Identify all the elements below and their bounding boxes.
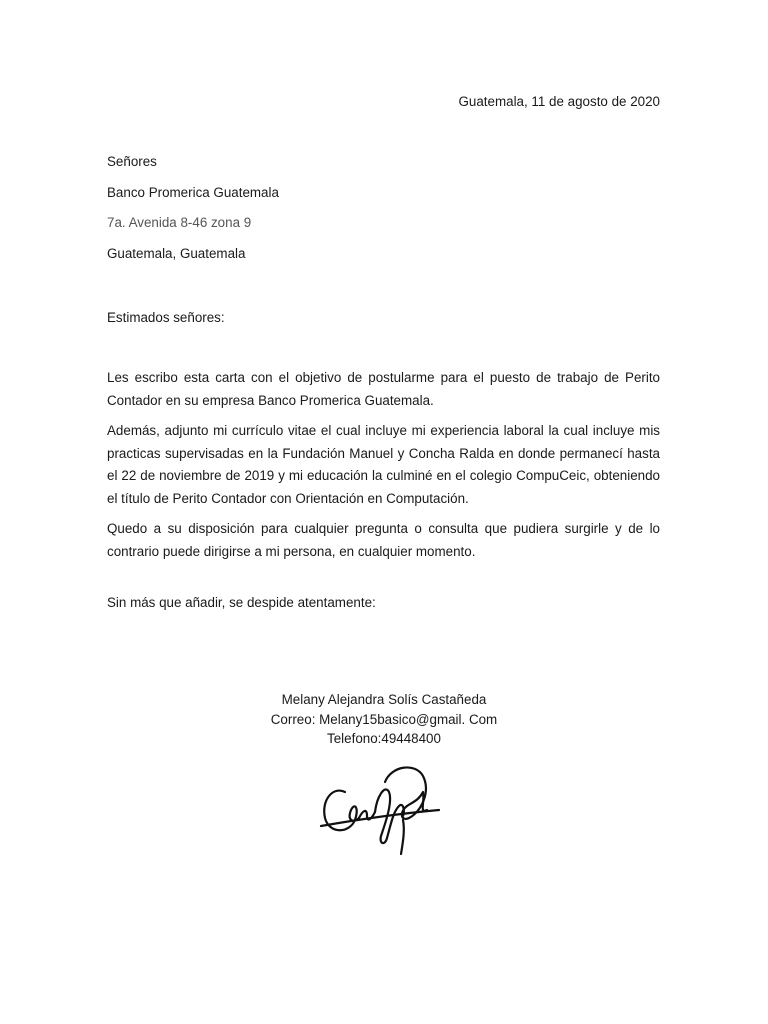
- recipient-address: 7a. Avenida 8-46 zona 9: [107, 215, 252, 230]
- sender-name: Melany Alejandra Solís Castañeda: [281, 692, 487, 707]
- body-paragraph-experience: Además, adjunto mi currículo vitae el cual incluye mi experiencia laboral la cual incluye mis practicas supervisadas en la Fundación Manuel y Concha Ralda en donde permanecí hasta el 22 de noviembre de 2019 y mi educación la culminé en el colegio CompuCeic, obteniendo el título de Perito Contador con Orientación en Computación.: [107, 423, 660, 506]
- recipient-title: Señores: [107, 154, 157, 169]
- body-paragraph-availability: Quedo a su disposición para cualquier pregunta o consulta que pudiera surgirle y de lo contrario puede dirigirse a mi persona, en cualquier momento.: [107, 521, 660, 559]
- sender-block: [0, 690, 768, 749]
- salutation: Estimados señores:: [107, 310, 225, 325]
- recipient-company: Banco Promerica Guatemala: [107, 184, 279, 200]
- sender-email: Correo: Melany15basico@gmail. Com: [270, 711, 498, 727]
- letter-date: Guatemala, 11 de agosto de 2020: [458, 94, 660, 109]
- sender-phone: Telefono:49448400: [327, 731, 441, 746]
- handwritten-signature: [315, 762, 445, 857]
- recipient-city: Guatemala, Guatemala: [107, 245, 246, 261]
- letter-body: [107, 367, 660, 571]
- body-paragraph-intro: Les escribo esta carta con el objetivo de postularme para el puesto de trabajo de Perito Contador en su empresa Banco Promerica Guatemala.: [107, 370, 660, 408]
- closing-line: Sin más que añadir, se despide atentamente:: [107, 595, 376, 610]
- recipient-block: [107, 151, 667, 273]
